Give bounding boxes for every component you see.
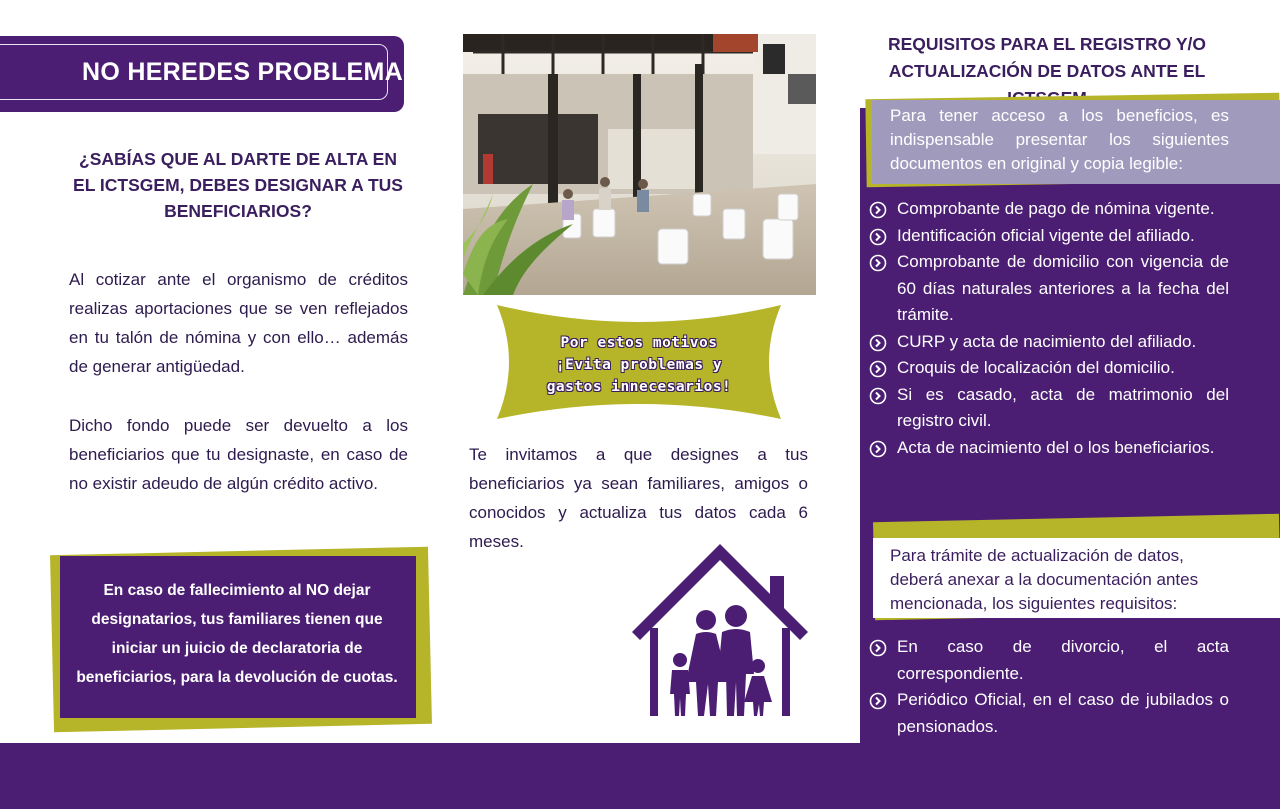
- ribbon-line-3: gastos innecesarios!: [546, 379, 732, 395]
- chevron-circle-right-icon: [869, 360, 887, 378]
- list-item: [869, 355, 1229, 382]
- chevron-circle-right-icon: [869, 201, 887, 219]
- footer-band: [0, 743, 1280, 809]
- requirements-list: [869, 196, 1229, 461]
- chevron-circle-right-icon: [869, 228, 887, 246]
- requirement-text: Comprobante de domicilio con vigencia de 60 días naturales anteriores a la fecha del trámite.: [897, 252, 1229, 324]
- motives-ribbon-text: [510, 332, 768, 398]
- requirement-text: Croquis de localización del domicilio.: [897, 358, 1175, 377]
- update-requirements-list: [869, 634, 1229, 740]
- requirement-text: Acta de nacimiento del o los beneficiarios.: [897, 437, 1215, 457]
- refund-paragraph: Dicho fondo puede ser devuelto a los beneficiarios que tu designaste, en caso de no existir adeudo de algún crédito activo.: [69, 416, 408, 493]
- beneficiary-question: ¿SABÍAS QUE AL DARTE DE ALTA EN EL ICTSGEM, DEBES DESIGNAR A TUS BENEFICIARIOS?: [73, 149, 403, 221]
- requirement-text: Si es casado, acta de matrimonio del registro civil.: [897, 384, 1229, 430]
- requirements-intro: Para tener acceso a los beneficios, es indispensable presentar los siguientes documentos en original y copia legible:: [890, 106, 1229, 173]
- list-item: [869, 435, 1229, 462]
- requirement-text: CURP y acta de nacimiento del afiliado.: [897, 331, 1197, 351]
- invitation-paragraph: Te invitamos a que designes a tus beneficiarios ya sean familiares, amigos o conocidos y actualiza tus datos cada 6 meses.: [469, 445, 808, 551]
- list-item: [869, 249, 1229, 329]
- list-item: [869, 196, 1229, 223]
- chevron-circle-right-icon: [869, 334, 887, 352]
- list-item: [869, 687, 1229, 740]
- family-house-icon: [630, 542, 810, 722]
- chevron-circle-right-icon: [869, 440, 887, 458]
- chevron-circle-right-icon: [869, 639, 887, 657]
- chevron-circle-right-icon: [869, 692, 887, 710]
- requirement-text: Periódico Oficial, en el caso de jubilados o pensionados.: [897, 690, 1229, 736]
- requirements-title: REQUISITOS PARA EL REGISTRO Y/O ACTUALIZACIÓN DE DATOS ANTE EL: [888, 34, 1206, 81]
- update-intro: Para trámite de actualización de datos, deberá anexar a la documentación antes mencionada, los siguientes requisitos:: [890, 546, 1199, 613]
- requirement-text: Identificación oficial vigente del afiliado.: [897, 225, 1195, 245]
- requirement-text: En caso de divorcio, el acta correspondiente.: [897, 637, 1229, 683]
- contributions-paragraph: Al cotizar ante el organismo de créditos realizas aportaciones que se ven reflejados en tu talón de nómina y con ello… además de generar antigüedad.: [69, 270, 408, 376]
- list-item: [869, 634, 1229, 687]
- office-patio-photo: [463, 34, 816, 295]
- ribbon-line-1: Por estos motivos: [560, 335, 718, 351]
- list-item: [869, 382, 1229, 435]
- list-item: [869, 329, 1229, 356]
- ribbon-line-2: ¡Evita problemas y: [555, 357, 723, 373]
- note-text: En caso de fallecimiento al NO dejar designatarios, tus familiares tienen que iniciar un juicio de declaratoria de beneficiarios, para la devolución de cuotas.: [76, 582, 398, 686]
- chevron-circle-right-icon: [869, 254, 887, 272]
- page-title: NO HEREDES PROBLEMAS: [82, 58, 420, 86]
- list-item: [869, 223, 1229, 250]
- requirement-text: Comprobante de pago de nómina vigente.: [897, 199, 1215, 218]
- chevron-circle-right-icon: [869, 387, 887, 405]
